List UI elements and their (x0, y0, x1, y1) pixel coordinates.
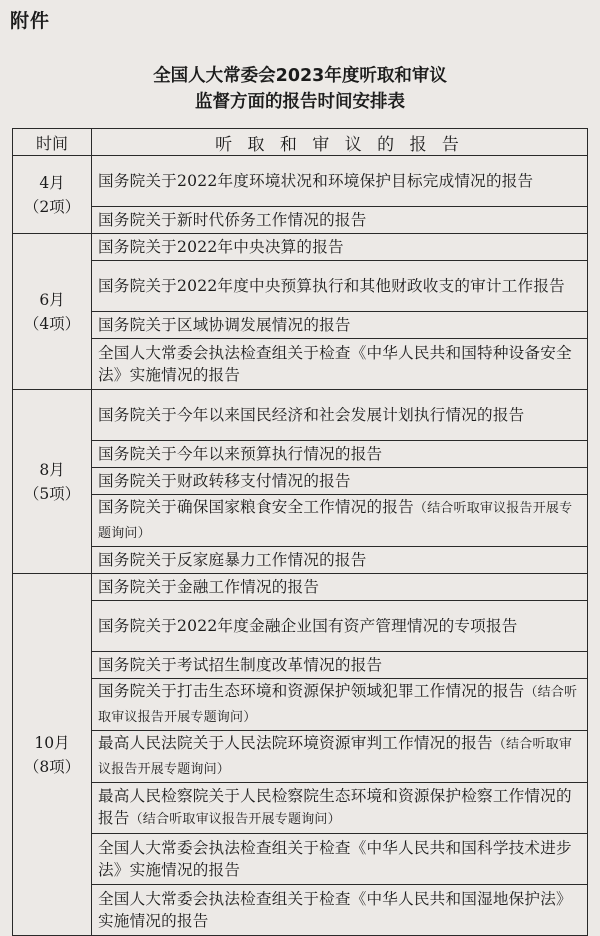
month-cell-june (13, 234, 92, 390)
month-label: 4月 (39, 173, 65, 192)
report-item: 国务院关于金融工作情况的报告 (92, 574, 588, 601)
table-row (13, 834, 588, 885)
report-item: 国务院关于新时代侨务工作情况的报告 (92, 207, 588, 234)
header-time: 时间 (13, 129, 92, 156)
report-text: 最高人民检察院关于人民检察院生态环境和资源保护检察工作情况的报告 (98, 786, 572, 827)
month-count: （5项） (23, 484, 81, 503)
table-row (13, 885, 588, 936)
month-label: 8月 (39, 460, 65, 479)
report-text: 最高人民法院关于人民法院环境资源审判工作情况的报告 (98, 734, 493, 752)
report-item: 全国人大常委会执法检查组关于检查《中华人民共和国湿地保护法》实施情况的报告 (92, 885, 588, 936)
table-row (13, 156, 588, 207)
report-item: 国务院关于2022年度金融企业国有资产管理情况的专项报告 (92, 601, 588, 652)
table-row (13, 547, 588, 574)
report-item (92, 495, 588, 547)
month-cell-april (13, 156, 92, 234)
report-note: （结合听取审议报告开展专题询问） (98, 737, 573, 777)
report-text: 国务院关于确保国家粮食安全工作情况的报告 (98, 498, 414, 516)
table-row (13, 261, 588, 312)
table-row (13, 207, 588, 234)
table-row (13, 731, 588, 783)
report-item: 国务院关于今年以来国民经济和社会发展计划执行情况的报告 (92, 390, 588, 441)
table-row (13, 441, 588, 468)
report-item: 国务院关于区域协调发展情况的报告 (92, 312, 588, 339)
report-item: 国务院关于财政转移支付情况的报告 (92, 468, 588, 495)
table-row (13, 601, 588, 652)
report-item (92, 679, 588, 731)
month-cell-october (13, 574, 92, 936)
table-header-row (13, 129, 588, 156)
month-count: （2项） (23, 197, 81, 216)
table-row (13, 679, 588, 731)
table-row (13, 574, 588, 601)
month-count: （8项） (23, 757, 81, 776)
report-note: （结合听取审议报告开展专题询问） (98, 501, 573, 541)
report-text: 国务院关于打击生态环境和资源保护领域犯罪工作情况的报告 (98, 682, 525, 700)
report-item (92, 731, 588, 783)
report-item (92, 783, 588, 834)
month-label: 6月 (39, 290, 65, 309)
report-item: 国务院关于考试招生制度改革情况的报告 (92, 652, 588, 679)
month-count: （4项） (23, 314, 81, 333)
report-item: 全国人大常委会执法检查组关于检查《中华人民共和国特种设备安全法》实施情况的报告 (92, 339, 588, 390)
month-label: 10月 (34, 733, 70, 752)
document-title-line2: 监督方面的报告时间安排表 (195, 92, 405, 112)
schedule-table (12, 128, 588, 936)
report-item: 国务院关于反家庭暴力工作情况的报告 (92, 547, 588, 574)
report-item: 国务院关于今年以来预算执行情况的报告 (92, 441, 588, 468)
table-row (13, 468, 588, 495)
table-row (13, 339, 588, 390)
report-note: （结合听取审议报告开展专题询问） (98, 685, 578, 725)
table-row (13, 390, 588, 441)
table-row (13, 783, 588, 834)
month-cell-august (13, 390, 92, 574)
table-row (13, 312, 588, 339)
table-row (13, 652, 588, 679)
table-row (13, 495, 588, 547)
report-item: 国务院关于2022年度中央预算执行和其他财政收支的审计工作报告 (92, 261, 588, 312)
table-row (13, 234, 588, 261)
report-note: （结合听取审议报告开展专题询问） (129, 812, 341, 827)
report-item: 国务院关于2022年中央决算的报告 (92, 234, 588, 261)
header-reports: 听 取 和 审 议 的 报 告 (92, 129, 588, 156)
report-item: 全国人大常委会执法检查组关于检查《中华人民共和国科学技术进步法》实施情况的报告 (92, 834, 588, 885)
report-item: 国务院关于2022年度环境状况和环境保护目标完成情况的报告 (92, 156, 588, 207)
annex-label: 附件 (10, 10, 51, 32)
document-title-line1: 全国人大常委会2023年度听取和审议 (153, 66, 447, 86)
